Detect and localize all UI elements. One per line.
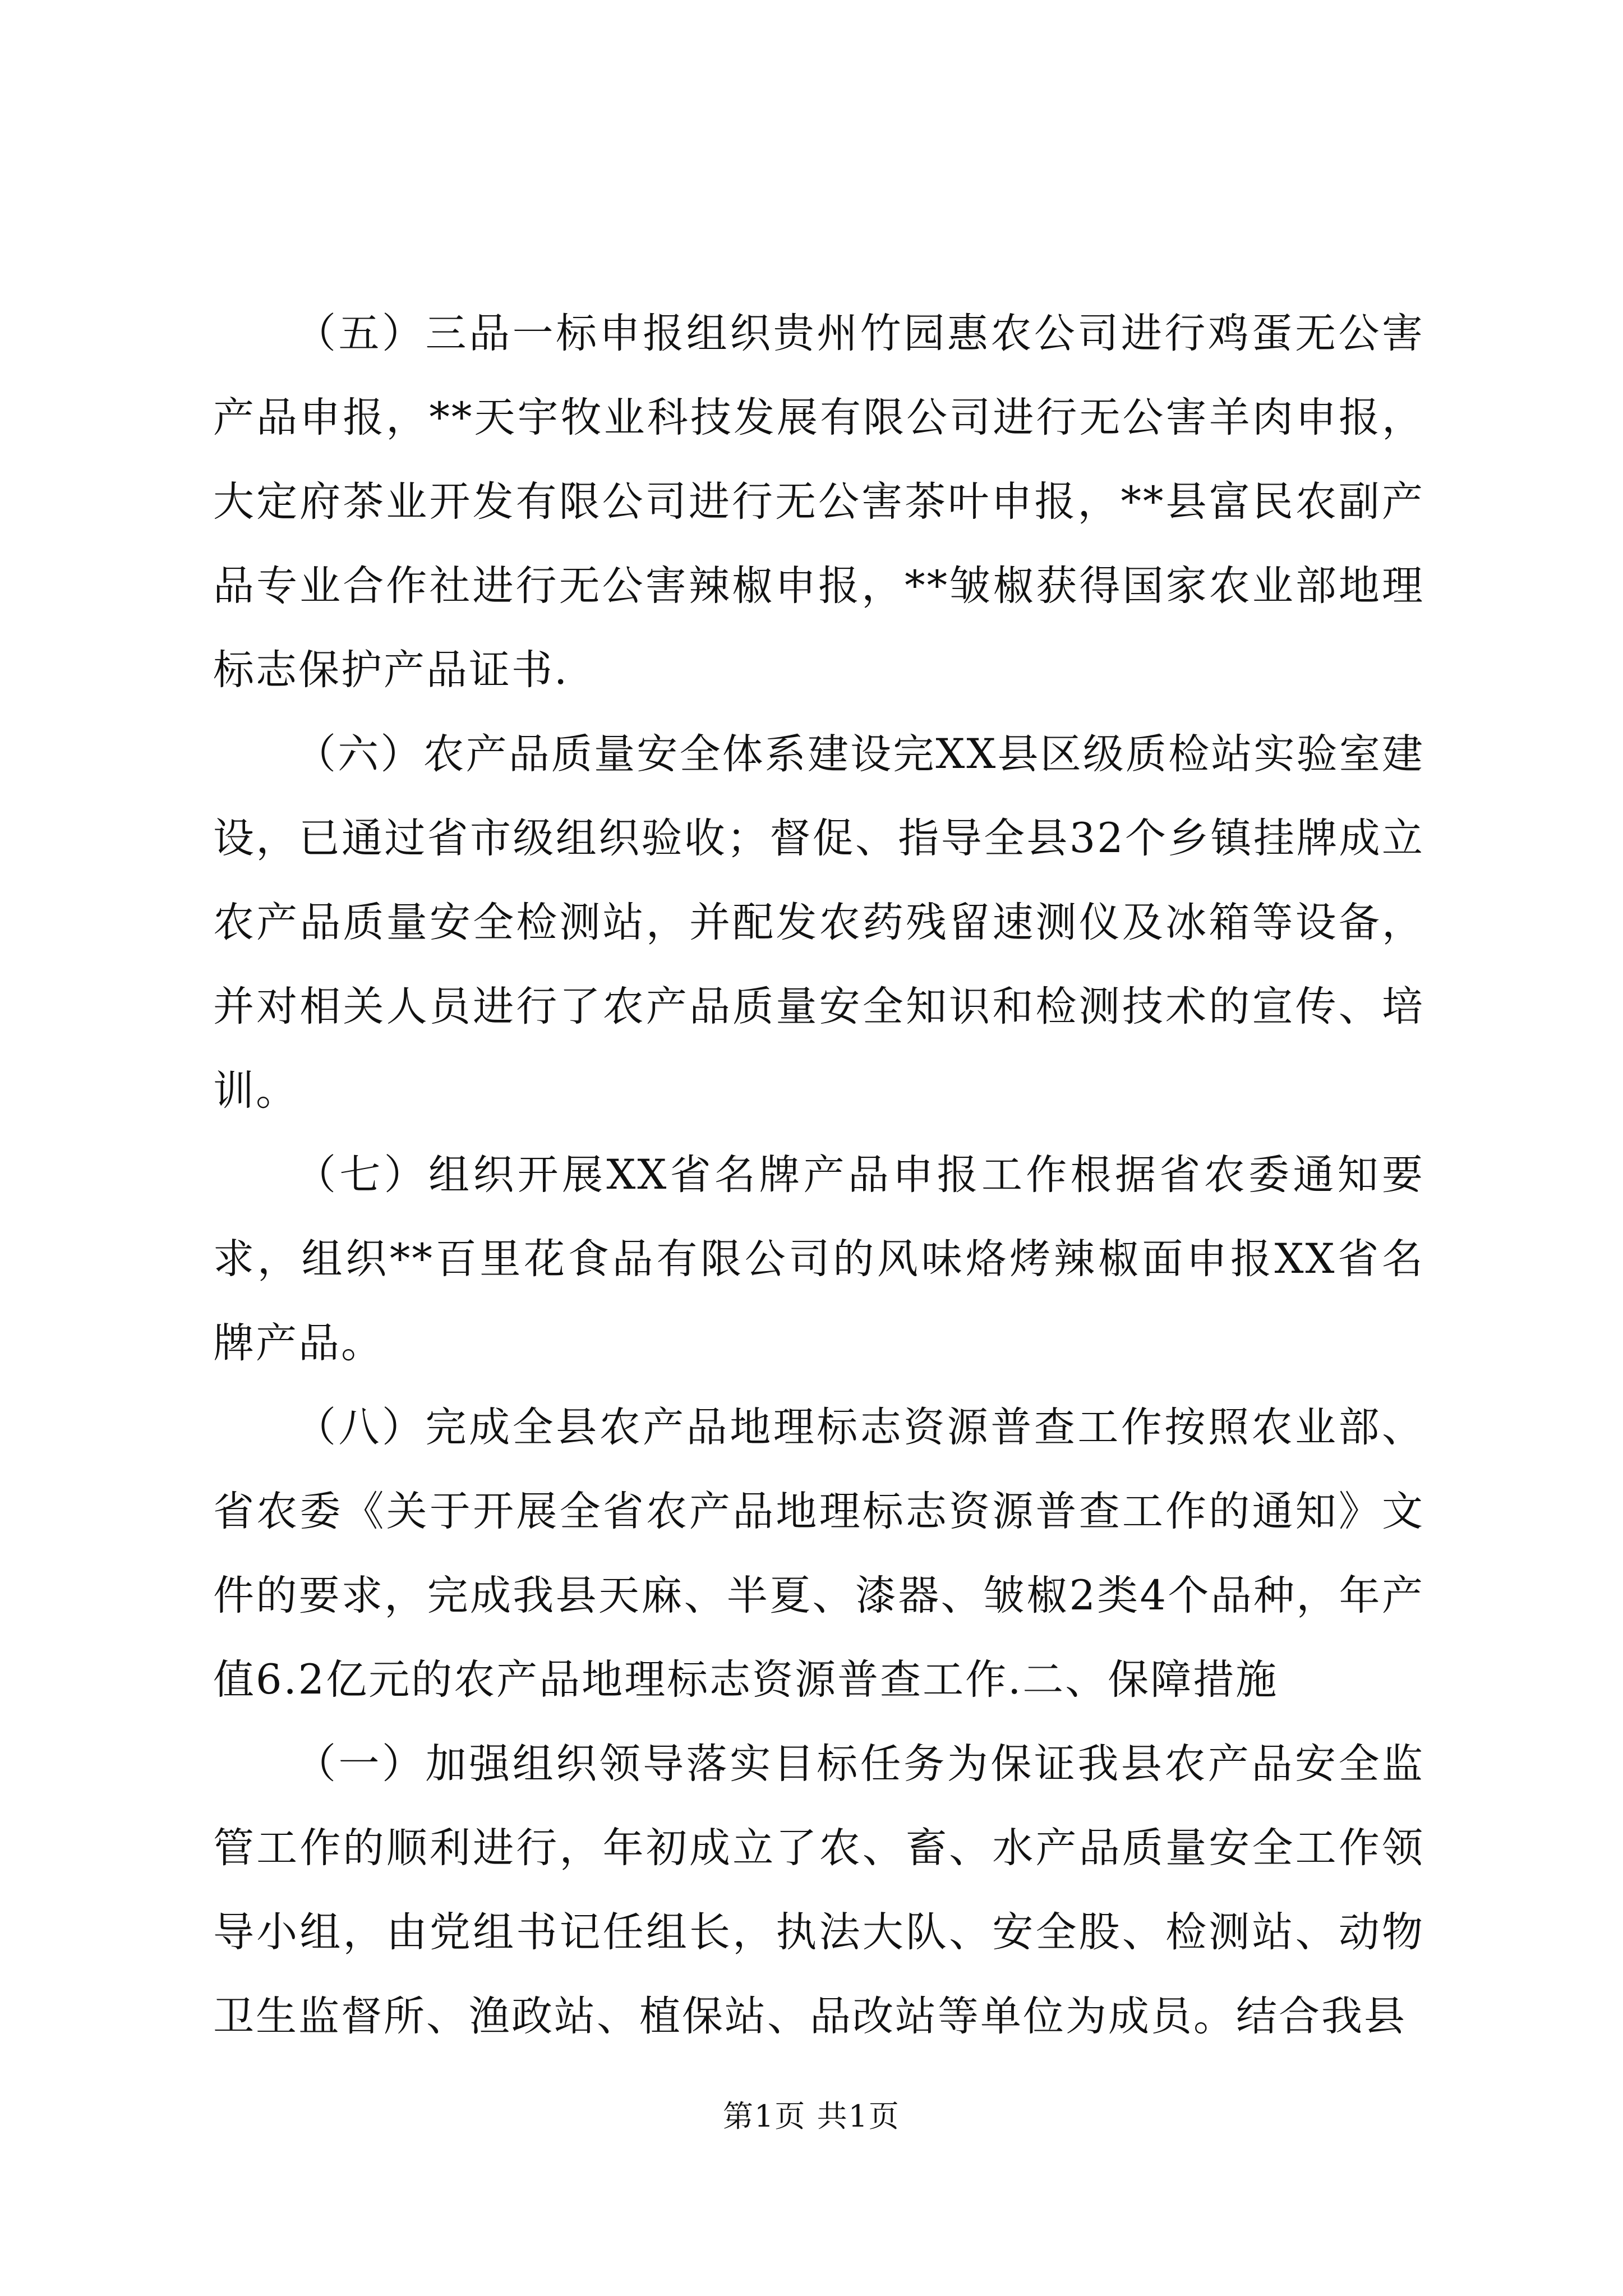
- document-body: [213, 292, 1424, 2059]
- paragraph-eight: （八）完成全县农产品地理标志资源普查工作按照农业部、省农委《关于开展全省农产品地理标志资源普查工作的通知》文件的要求，完成我县天麻、半夏、漆器、皱椒2类4个品种，年产值6.2亿元的农产品地理标志资源普查工作.二、保障措施: [213, 1404, 1424, 1704]
- paragraph-six: （六）农产品质量安全体系建设完XX县区级质检站实验室建设，已通过省市级组织验收；督促、指导全县32个乡镇挂牌成立农产品质量安全检测站，并配发农药残留速测仪及冰箱等设备，并对相关人员进行了农产品质量安全知识和检测技术的宣传、培训。: [213, 730, 1424, 1115]
- page-footer: 第1页 共1页: [723, 2099, 900, 2134]
- paragraph-five: （五）三品一标申报组织贵州竹园惠农公司进行鸡蛋无公害产品申报，**天宇牧业科技发展有限公司进行无公害羊肉申报，大定府茶业开发有限公司进行无公害茶叶申报，**县富民农副产品专业合作社进行无公害辣椒申报，**皱椒获得国家农业部地理标志保护产品证书.: [213, 310, 1424, 694]
- paragraph-one: （一）加强组织领导落实目标任务为保证我县农产品安全监管工作的顺利进行，年初成立了农、畜、水产品质量安全工作领导小组，由党组书记任组长，执法大队、安全股、检测站、动物卫生监督所、渔政站、植保站、品改站等单位为成员。结合我县: [213, 1740, 1424, 2040]
- paragraph-seven: （七）组织开展XX省名牌产品申报工作根据省农委通知要求，组织**百里花食品有限公司的风味烙烤辣椒面申报XX省名牌产品。: [213, 1151, 1424, 1367]
